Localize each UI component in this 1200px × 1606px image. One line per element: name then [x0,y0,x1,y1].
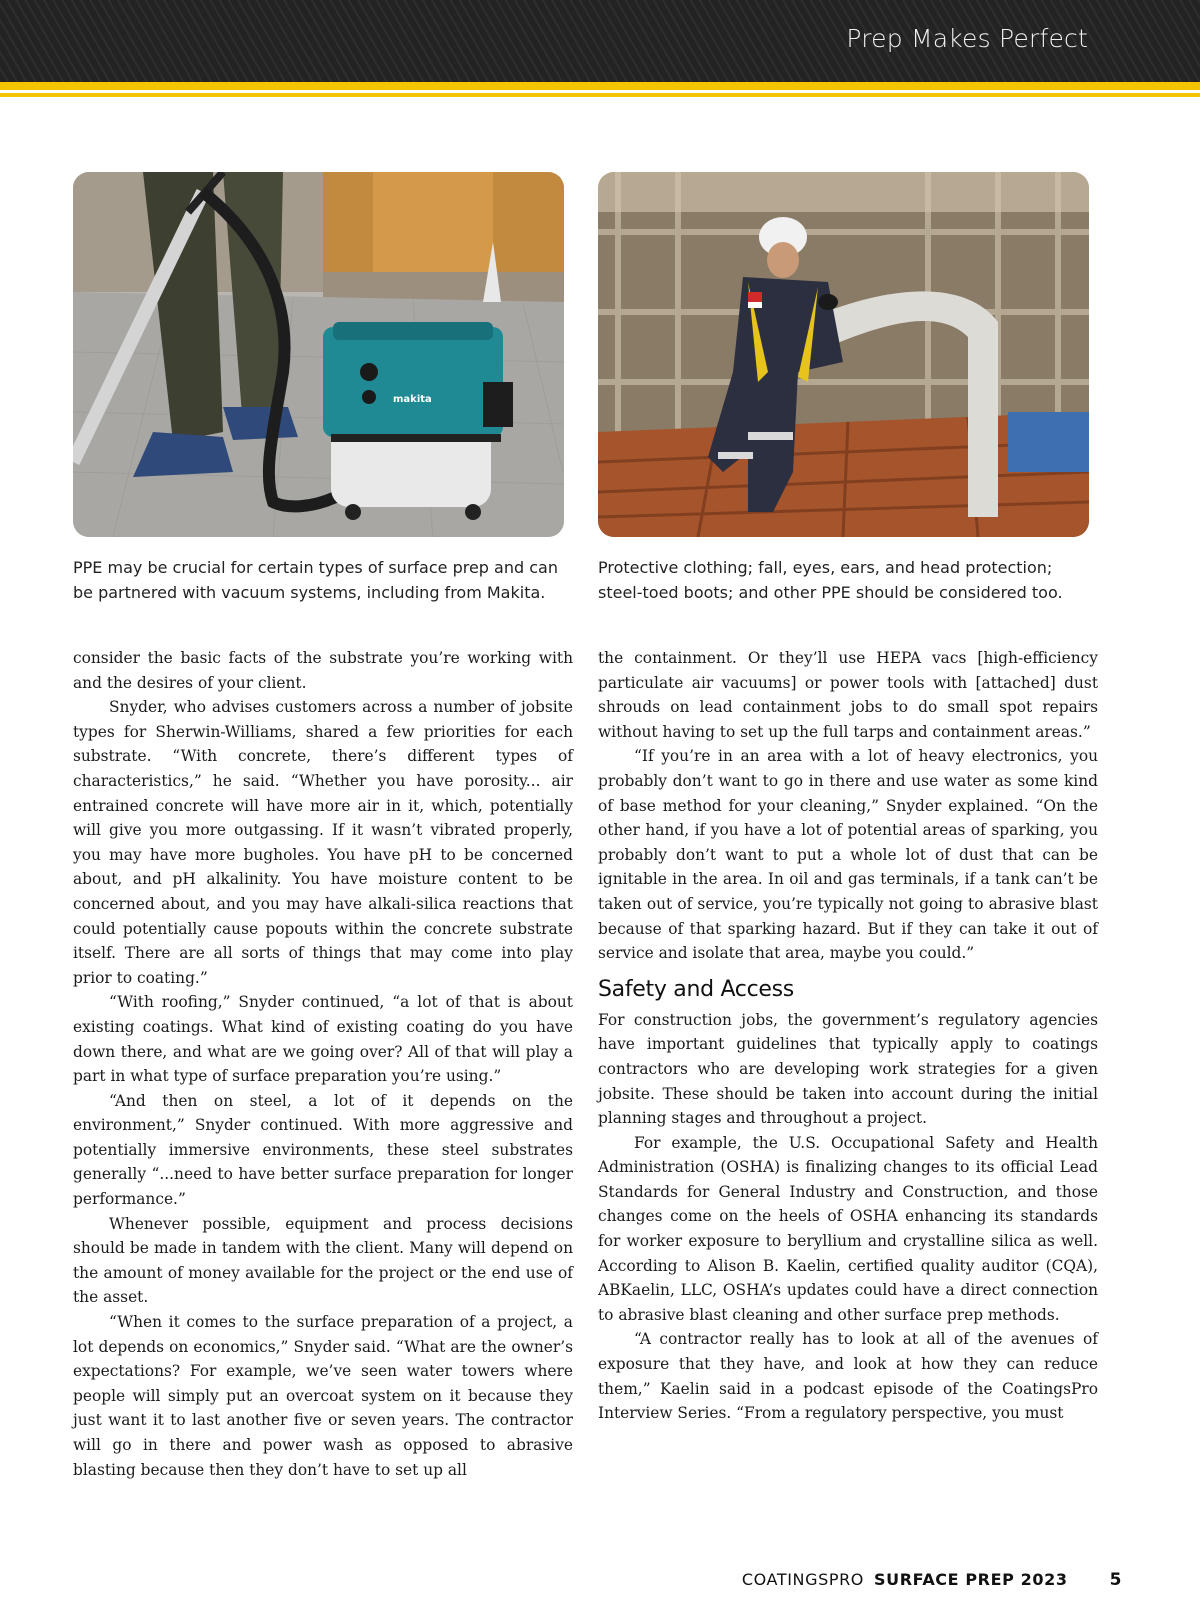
paragraph: “With roofing,” Snyder continued, “a lot of that is about existing coatings. What kind of existing coating do you have down there, and what are we going over? All of that will play a part in what type of surface preparation you’re using.” [73,993,573,1086]
paragraph: the containment. Or they’ll use HEPA vacs [high-efficiency particulate air vacuums] or power tools with [attached] dust shrouds on lead containment jobs to do small spot repairs without having to set up the full tarps and containment areas.” [598,649,1098,741]
page-footer [742,1570,1122,1590]
makita-logo-text: makita [393,394,432,405]
photo-caption-right: Protective clothing; fall, eyes, ears, and head protection; steel-toed boots; and other PPE should be considered too. [598,558,1063,602]
paragraph: For example, the U.S. Occupational Safety and Health Administration (OSHA) is finalizing changes to its official Lead Standards for General Industry and Construction, and those changes come on the heels of OSHA enhancing its standards for worker exposure to beryllium and crystalline silica as well. According to Alison B. Kaelin, certified quality auditor (CQA), ABKaelin, LLC, OSHA’s updates could have a direct connection to abrasive blast cleaning and other surface prep methods. [598,1133,1098,1324]
paragraph: “When it comes to the surface preparation of a project, a lot depends on economics,” Snyder said. “What are the owner’s expectations? For example, we’ve seen water towers where people will simply put an overcoat system on it because they just want it to last another five or seven years. The contractor will go in there and power wash as opposed to abrasive blasting because then they don’t have to set up all [73,1313,573,1479]
accent-stripe [0,82,1200,90]
article-column-right [598,646,1098,1426]
header-bar [0,0,1200,82]
paragraph: “If you’re in an area with a lot of heavy electronics, you probably don’t want to go in there and use water as some kind of base method for your cleaning,” Snyder explained. “On the other hand, if you have a lot of potential areas of sparking, you probably don’t want to put a whole lot of dust that can be ignitable in the area. In oil and gas terminals, if a tank can’t be taken out of service, you’re typically not going to abrasive blast because of that sparking hazard. But if they can take it out of service and isolate that area, maybe you could.” [598,747,1098,963]
section-title: Prep Makes Perfect [846,24,1088,53]
photo-caption-left: PPE may be crucial for certain types of surface prep and can be partnered with vacuum systems, including from Makita. [73,558,558,602]
page-number: 5 [1109,1570,1122,1590]
publication-name: COATINGSPRO [741,1570,864,1589]
paragraph: consider the basic facts of the substrate you’re working with and the desires of your client. [73,649,573,692]
worker-ppe-photo [598,172,1089,537]
paragraph: For construction jobs, the government’s regulatory agencies have important guidelines that typically apply to coatings contractors who are developing work strategies for a given jobsite. These should be taken into account during the initial planning stages and throughout a project. [598,1010,1098,1128]
article-column-left [73,646,573,1482]
accent-stripe-thin [0,93,1200,97]
vacuum-photo [73,172,564,537]
section-heading: Safety and Access [598,976,794,1002]
issue-name: SURFACE PREP 2023 [874,1570,1068,1589]
paragraph: “And then on steel, a lot of it depends on the environment,” Snyder continued. With more aggressive and potentially immersive environments, these steel substrates generally “...need to have better surface preparation for longer performance.” [73,1091,573,1209]
paragraph: Whenever possible, equipment and process decisions should be made in tandem with the client. Many will depend on the amount of money available for the project or the end use of the asset. [73,1214,573,1307]
paragraph: Snyder, who advises customers across a number of jobsite types for Sherwin-Williams, shared a few priorities for each substrate. “With concrete, there’s different types of characteristics,” he said. “Whether you have porosity... air entrained concrete will have more air in it, which, potentially will give you more outgassing. If it wasn’t vibrated properly, you may have more bugholes. You have pH to be concerned about, and pH alkalinity. You have moisture content to be concerned about, and you may have alkali-silica reactions that could potentially cause popouts within the concrete substrate itself. There are all sorts of things that may come into play prior to coating.” [73,698,573,987]
paragraph: “A contractor really has to look at all of the avenues of exposure that they have, and look at how they can reduce them,” Kaelin said in a podcast episode of the CoatingsPro Interview Series. “From a regulatory perspective, you must [598,1330,1098,1423]
